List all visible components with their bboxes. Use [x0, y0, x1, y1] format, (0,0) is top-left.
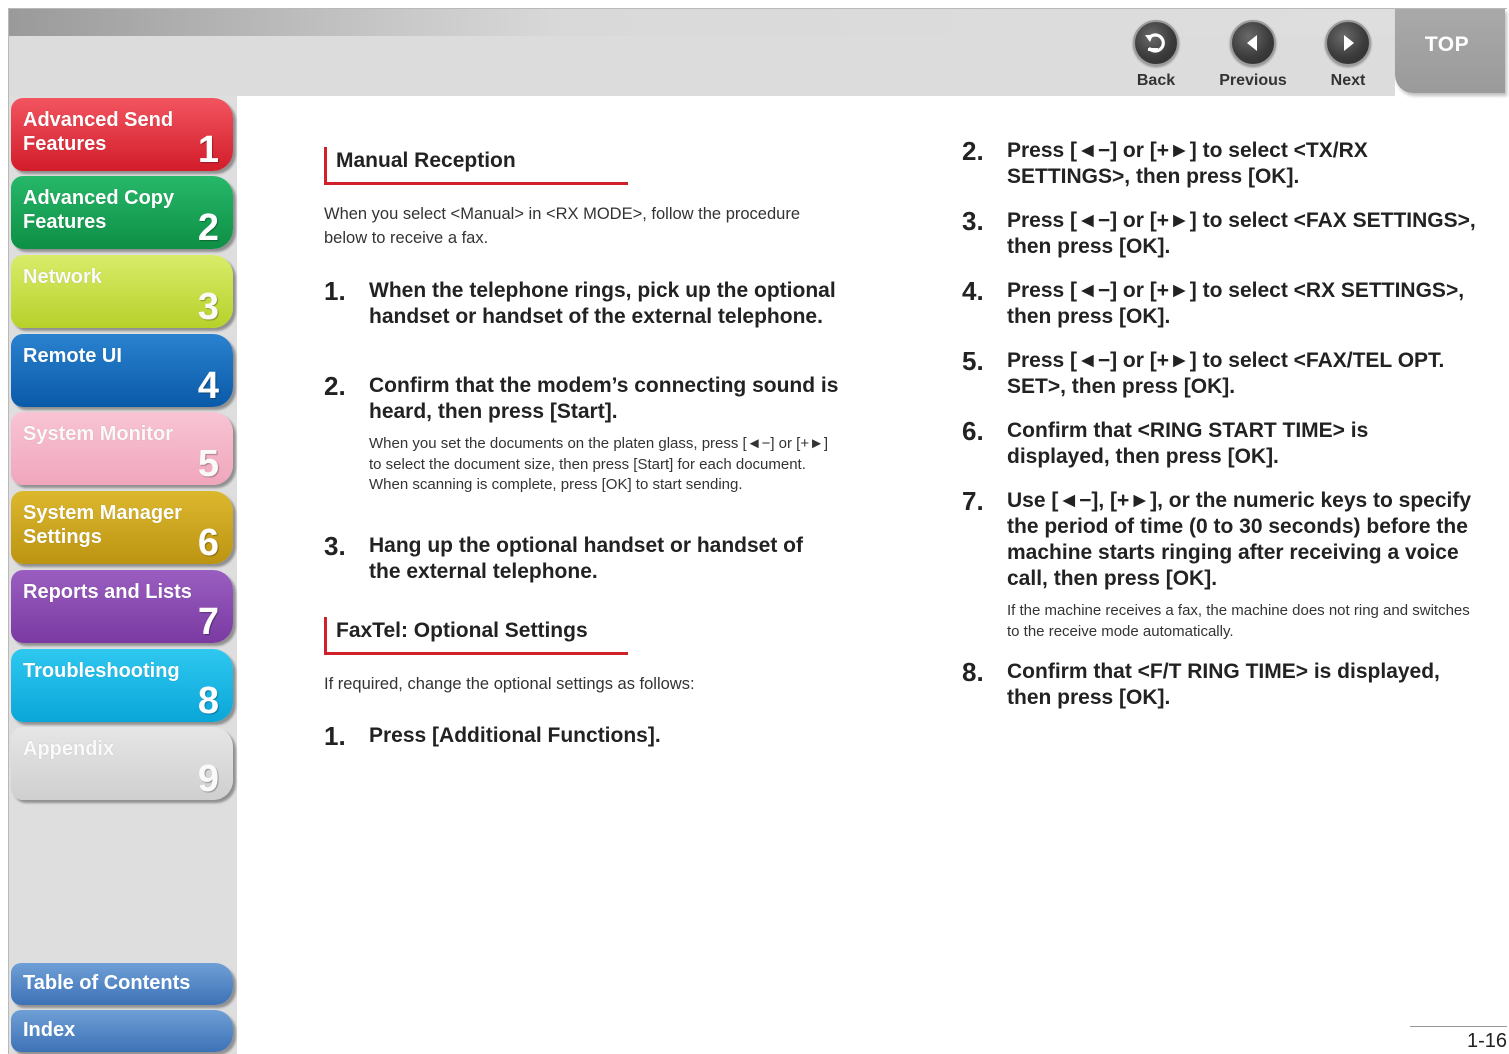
sidebar-tab-label: Network: [23, 266, 102, 288]
sidebar-tab-number: 1: [197, 129, 219, 171]
step-text: Confirm that <RING START TIME> is displayed, then press [OK].: [1007, 419, 1369, 468]
sidebar-tab-number: 6: [197, 522, 219, 564]
sidebar-tab-troubleshooting[interactable]: [11, 649, 233, 722]
step-number: 8.: [962, 657, 984, 687]
triangle-right-icon: [1325, 20, 1371, 66]
step-text: Confirm that <F/T RING TIME> is displayed, then press [OK].: [1007, 660, 1440, 709]
top-button[interactable]: [1395, 9, 1505, 93]
table-of-contents-button[interactable]: [11, 963, 233, 1005]
step-number: 3.: [962, 206, 984, 236]
sidebar-tab-number: 9: [197, 758, 219, 800]
top-label: TOP: [1424, 33, 1470, 56]
step-text: When the telephone rings, pick up the optional handset or handset of the external telephone.: [369, 279, 836, 328]
section-heading-text: Manual Reception: [336, 149, 516, 172]
sidebar-tab-number: 8: [197, 680, 219, 722]
faxtel-intro: If required, change the optional settings as follows:: [324, 675, 695, 693]
sidebar-tab-label: Remote UI: [23, 345, 122, 367]
sidebar-tab-label: Troubleshooting: [23, 660, 180, 682]
section-heading-text: FaxTel: Optional Settings: [336, 619, 588, 642]
sidebar-tab-label: Appendix: [23, 738, 115, 760]
back-icon: [1133, 20, 1179, 66]
sidebar-tab-label: System Manager Settings: [23, 502, 182, 548]
step-number: 4.: [962, 276, 984, 306]
sidebar-tab-system-monitor[interactable]: [11, 412, 233, 485]
step-note: When you set the documents on the platen glass, press [◄−] or [+►] to select the document size, then press [Start] for each document. When scanning is complete, press [OK] to start sending.: [369, 435, 829, 493]
step-text: Hang up the optional handset or handset of the external telephone.: [369, 534, 803, 583]
step-text: Use [◄−], [+►], or the numeric keys to specify the period of time (0 to 30 seconds) before the machine starts ringing after receiving a voice call, then press [OK].: [1007, 489, 1472, 590]
sidebar-tab-label: Reports and Lists: [23, 581, 192, 603]
index-button[interactable]: [11, 1010, 233, 1052]
page-number: 1-16: [1410, 1026, 1507, 1053]
step-text: Press [◄−] or [+►] to select <RX SETTINGS>, then press [OK].: [1007, 279, 1465, 328]
sidebar-tab-remote-ui[interactable]: [11, 334, 233, 407]
step-text: Press [◄−] or [+►] to select <TX/RX SETTINGS>, then press [OK].: [1007, 139, 1368, 188]
step-text: Press [◄−] or [+►] to select <FAX SETTINGS>, then press [OK].: [1007, 209, 1476, 258]
sidebar-tab-reports-and-lists[interactable]: [11, 570, 233, 643]
table-of-contents-label: Table of Contents: [23, 972, 191, 994]
manual-reception-intro: When you select <Manual> in <RX MODE>, follow the procedure below to receive a fax.: [324, 205, 800, 247]
previous-button[interactable]: [1213, 20, 1293, 90]
step-number: 3.: [324, 531, 346, 561]
sidebar-tab-label: Advanced Send Features: [23, 109, 174, 155]
faxtel-heading: [324, 617, 628, 655]
manual-reception-heading: [324, 147, 628, 185]
back-label: Back: [1136, 72, 1176, 89]
sidebar-tab-number: 5: [197, 443, 219, 485]
sidebar-tab-appendix[interactable]: [11, 727, 233, 800]
sidebar-tab-number: 3: [197, 286, 219, 328]
step-number: 7.: [962, 486, 984, 516]
next-button[interactable]: [1308, 20, 1388, 90]
step-number: 2.: [324, 371, 346, 401]
sidebar-tab-number: 7: [197, 601, 219, 643]
previous-label: Previous: [1219, 72, 1287, 89]
step-number: 6.: [962, 416, 984, 446]
sidebar-tab-system-manager-settings[interactable]: [11, 491, 233, 564]
step-number: 1.: [324, 721, 346, 751]
step-note: If the machine receives a fax, the machine does not ring and switches to the receive mode automatically.: [1007, 602, 1470, 640]
sidebar-tab-label: System Monitor: [23, 423, 174, 445]
step-text: Press [◄−] or [+►] to select <FAX/TEL OPT. SET>, then press [OK].: [1007, 349, 1445, 398]
sidebar-tab-advanced-copy-features[interactable]: [11, 176, 233, 249]
back-button[interactable]: [1116, 20, 1196, 90]
sidebar-tab-number: 4: [197, 365, 219, 407]
step-number: 1.: [324, 276, 346, 306]
step-number: 2.: [962, 136, 984, 166]
triangle-left-icon: [1230, 20, 1276, 66]
next-label: Next: [1330, 72, 1366, 89]
step-text: Confirm that the modem’s connecting sound is heard, then press [Start].: [369, 374, 839, 423]
step-number: 5.: [962, 346, 984, 376]
sidebar-tab-number: 2: [197, 207, 219, 249]
sidebar-tab-label: Advanced Copy Features: [23, 187, 175, 233]
sidebar-tab-advanced-send-features[interactable]: [11, 98, 233, 171]
step-text: Press [Additional Functions].: [369, 724, 661, 747]
sidebar-tab-network[interactable]: [11, 255, 233, 328]
index-label: Index: [23, 1019, 76, 1041]
